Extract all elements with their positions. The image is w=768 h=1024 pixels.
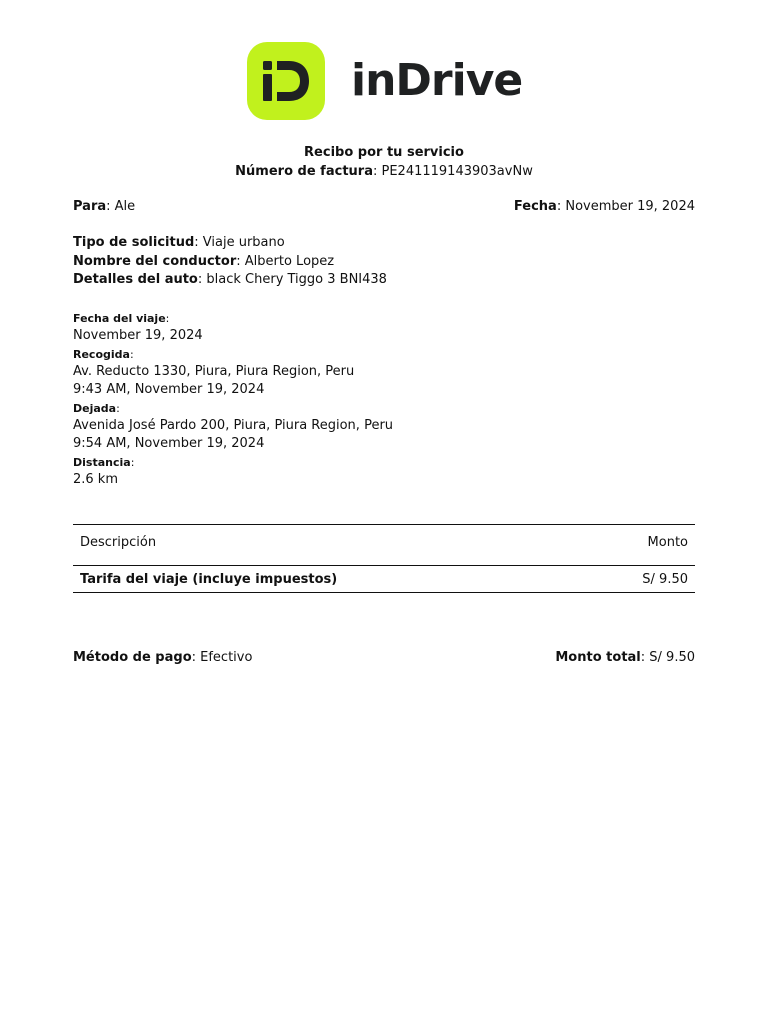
dropoff-label-line: Dejada: <box>73 401 120 415</box>
date-value: November 19, 2024 <box>565 199 695 214</box>
trip-details <box>73 310 393 489</box>
payment-method-line: Método de pago: Efectivo <box>73 650 253 665</box>
trip-date-value: November 19, 2024 <box>73 328 203 343</box>
request-type-label: Tipo de solicitud <box>73 235 195 250</box>
trip-date-label: Fecha del viaje <box>73 312 166 325</box>
table-header-row <box>73 525 695 565</box>
column-header-amount: Monto <box>647 535 688 550</box>
service-details <box>73 234 387 290</box>
receipt-header <box>0 143 768 181</box>
payment-method-value: Efectivo <box>200 650 253 665</box>
receipt-title: Recibo por tu servicio <box>304 145 464 160</box>
total-amount-label: Monto total <box>555 650 641 665</box>
pickup-time: 9:43 AM, November 19, 2024 <box>73 382 265 397</box>
car-value: black Chery Tiggo 3 BNI438 <box>206 272 387 287</box>
total-amount-line: Monto total: S/ 9.50 <box>555 650 695 665</box>
total-amount-value: S/ 9.50 <box>649 650 695 665</box>
row-description: Tarifa del viaje (incluye impuestos) <box>80 571 338 587</box>
row-amount: S/ 9.50 <box>642 571 688 587</box>
brand-logo <box>247 42 522 120</box>
request-type-line: Tipo de solicitud: Viaje urbano <box>73 235 285 250</box>
driver-line: Nombre del conductor: Alberto Lopez <box>73 253 335 269</box>
column-header-description: Descripción <box>80 535 157 550</box>
car-label: Detalles del auto <box>73 272 198 287</box>
brand-name: inDrive <box>351 55 523 106</box>
pickup-label: Recogida <box>73 347 130 361</box>
invoice-number-label: Número de factura <box>235 164 373 179</box>
charges-table <box>73 524 695 593</box>
table-row <box>73 566 695 592</box>
invoice-number-value: PE241119143903avNw <box>381 164 533 179</box>
recipient-label: Para <box>73 199 107 214</box>
date-line: Fecha: November 19, 2024 <box>513 199 695 214</box>
dropoff-address: Avenida José Pardo 200, Piura, Piura Region, Peru <box>73 417 394 433</box>
pickup-address: Av. Reducto 1330, Piura, Piura Region, Peru <box>73 363 355 379</box>
distance-value: 2.6 km <box>73 471 118 487</box>
distance-label: Distancia <box>73 455 131 469</box>
recipient-value: Ale <box>114 199 136 214</box>
recipient-date-row <box>73 197 695 216</box>
indrive-logo-icon <box>247 42 325 120</box>
dropoff-time: 9:54 AM, November 19, 2024 <box>73 436 265 451</box>
car-line: Detalles del auto: black Chery Tiggo 3 BNI438 <box>73 272 387 287</box>
trip-date-label-line: Fecha del viaje: <box>73 312 170 325</box>
distance-label-line: Distancia: <box>73 455 135 469</box>
invoice-number-line: Número de factura: PE241119143903avNw <box>235 164 533 179</box>
pickup-label-line: Recogida: <box>73 347 134 361</box>
driver-label: Nombre del conductor <box>73 253 237 269</box>
table-bottom-divider <box>73 592 695 593</box>
request-type-value: Viaje urbano <box>202 235 285 250</box>
driver-value: Alberto Lopez <box>244 253 335 269</box>
date-label: Fecha <box>513 199 557 214</box>
payment-summary <box>73 648 695 667</box>
payment-method-label: Método de pago <box>73 650 192 665</box>
recipient-line: Para: Ale <box>73 199 136 214</box>
dropoff-label: Dejada <box>73 401 117 415</box>
